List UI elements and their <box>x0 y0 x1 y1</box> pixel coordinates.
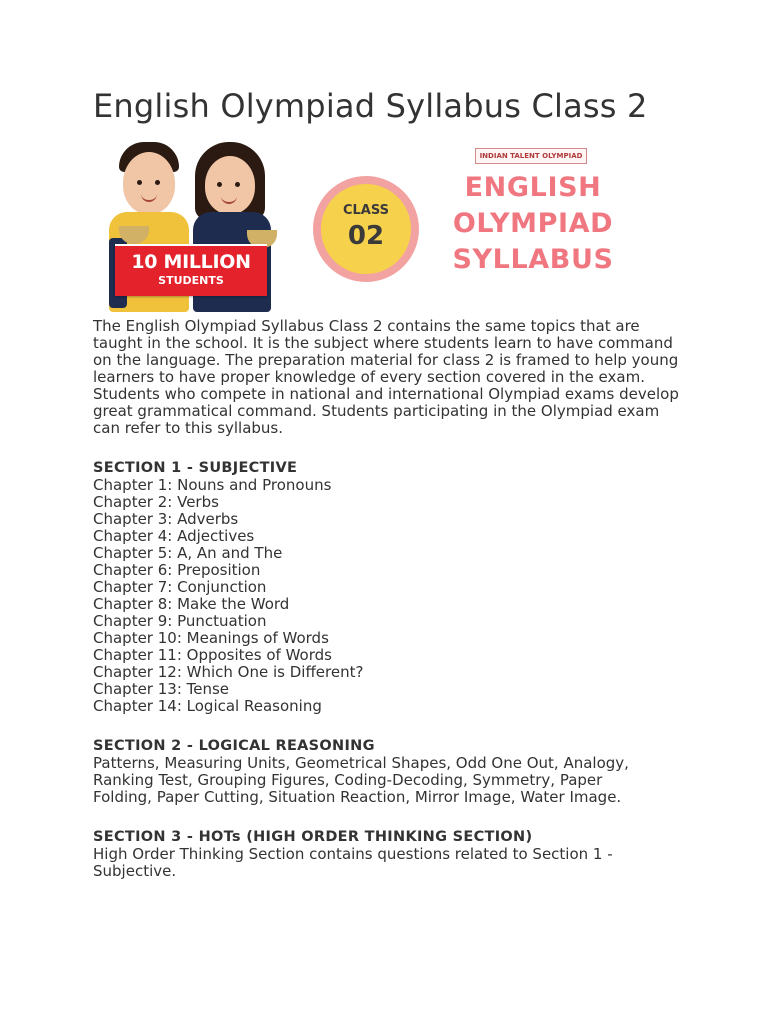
section-heading: SECTION 3 - HOTs (HIGH ORDER THINKING SECTION) <box>93 829 533 845</box>
chapter-item: Chapter 2: Verbs <box>93 493 219 511</box>
section-heading: SECTION 1 - SUBJECTIVE <box>93 460 298 476</box>
section-hots <box>93 829 693 880</box>
chapter-item: Chapter 5: A, An and The <box>93 544 283 562</box>
section-logical-reasoning <box>93 738 693 806</box>
banner-headline <box>443 170 623 278</box>
class-badge <box>313 176 419 282</box>
chapter-item: Chapter 7: Conjunction <box>93 578 267 596</box>
section-heading: SECTION 2 - LOGICAL REASONING <box>93 738 375 754</box>
page-title: English Olympiad Syllabus Class 2 <box>93 87 648 125</box>
section-text: Patterns, Measuring Units, Geometrical Shapes, Odd One Out, Analogy, Ranking Test, Grouping Figures, Coding-Decoding, Symmetry, Paper Folding, Paper Cutting, Situation Reaction, Mirror Image, Water Image. <box>93 754 629 806</box>
headline-line: OLYMPIAD <box>452 208 614 239</box>
class-label: CLASS <box>342 203 390 218</box>
chapter-item: Chapter 1: Nouns and Pronouns <box>93 476 332 494</box>
chapter-item: Chapter 8: Make the Word <box>93 595 290 613</box>
headline-line: SYLLABUS <box>452 244 614 275</box>
class-number: 02 <box>347 221 385 251</box>
intro-paragraph: The English Olympiad Syllabus Class 2 contains the same topics that are taught in the school. It is the subject where students learn to have command on the language. The preparation material for class 2 is framed to help young learners to have proper knowledge of every section covered in the exam. Students who compete in national and international Olympiad exams develop great grammatical command. Students participating in the Olympiad exam can refer to this syllabus. <box>93 317 679 437</box>
chapter-item: Chapter 12: Which One is Different? <box>93 663 364 681</box>
chapter-item: Chapter 10: Meanings of Words <box>93 629 329 647</box>
students-photo <box>99 138 285 316</box>
chapter-item: Chapter 11: Opposites of Words <box>93 646 332 664</box>
section-text: High Order Thinking Section contains questions related to Section 1 - Subjective. <box>93 845 613 880</box>
chapter-item: Chapter 13: Tense <box>93 680 230 698</box>
document-page <box>93 86 693 880</box>
chapter-item: Chapter 14: Logical Reasoning <box>93 697 322 715</box>
headline-line: ENGLISH <box>464 172 602 203</box>
chapter-item: Chapter 3: Adverbs <box>93 510 239 528</box>
chapter-item: Chapter 9: Punctuation <box>93 612 267 630</box>
brand-logo: INDIAN TALENT OLYMPIAD <box>475 148 587 164</box>
chapter-item: Chapter 4: Adjectives <box>93 527 255 545</box>
students-label: STUDENTS <box>158 274 224 287</box>
section-subjective <box>93 460 693 715</box>
syllabus-banner <box>93 138 623 316</box>
chapter-item: Chapter 6: Preposition <box>93 561 261 579</box>
million-students-badge <box>115 244 267 296</box>
million-count: 10 MILLION <box>131 251 251 273</box>
